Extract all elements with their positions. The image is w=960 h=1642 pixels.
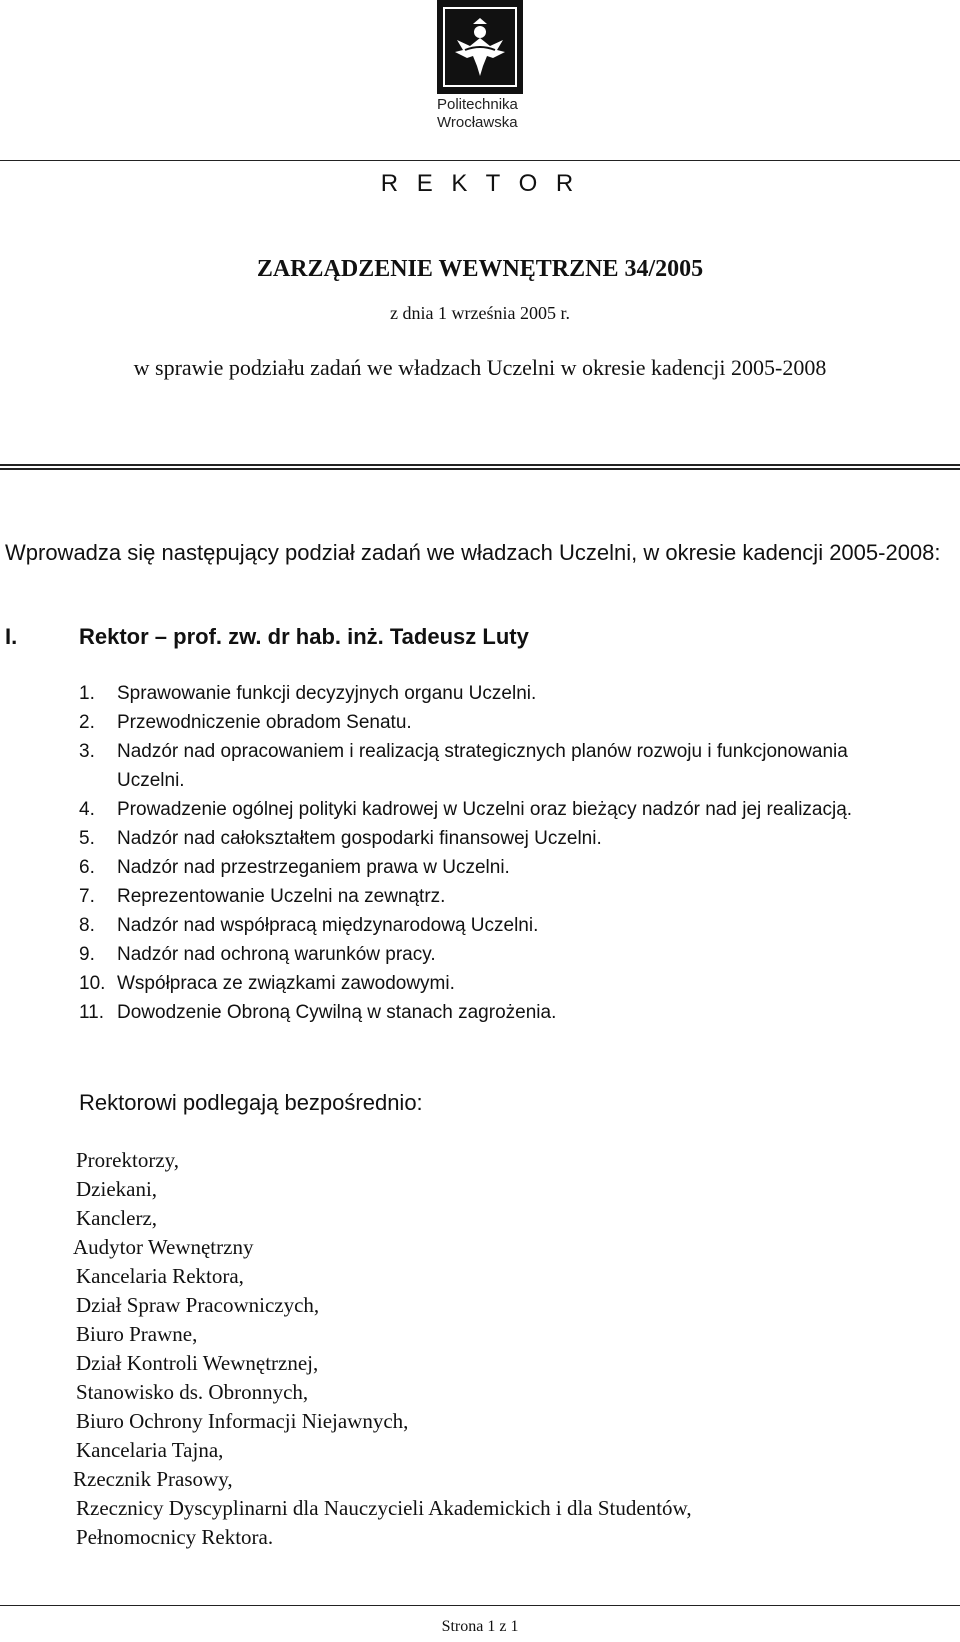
list-item: Audytor Wewnętrzny [73,1235,254,1259]
section-heading [5,624,905,650]
item-text: Nadzór nad przestrzeganiem prawa w Uczelni. [117,857,510,878]
list-item [79,998,859,1027]
list-item [79,940,859,969]
double-divider [0,464,960,470]
list-item [79,824,859,853]
list-item: Kancelaria Tajna, [76,1438,224,1462]
item-number: 11. [79,1002,105,1023]
list-item: Stanowisko ds. Obronnych, [76,1380,309,1404]
item-number: 7. [79,886,95,907]
subordinates-label: Rektorowi podlegają bezpośrednio: [79,1090,423,1115]
item-text: Nadzór nad ochroną warunków pracy. [117,944,436,965]
intro-paragraph: Wprowadza się następujący podział zadań we władzach Uczelni, w okresie kadencji 2005-2008: [5,540,941,565]
item-number: 5. [79,828,95,849]
top-divider [0,160,960,161]
list-item [79,737,859,795]
item-number: 4. [79,799,95,820]
list-item: Pełnomocnicy Rektora. [76,1525,274,1549]
item-number: 9. [79,944,95,965]
list-item: Dział Kontroli Wewnętrznej, [76,1351,319,1375]
document-title: ZARZĄDZENIE WEWNĘTRZNE 34/2005 [256,256,704,282]
item-text: Dowodzenie Obroną Cywilną w stanach zagrożenia. [117,1002,557,1023]
item-number: 3. [79,741,95,762]
list-item: Rzecznicy Dyscyplinarni dla Nauczycieli Akademickich i dla Studentów, [76,1496,692,1520]
page-number: Strona 1 z 1 [441,1618,519,1635]
item-text: Nadzór nad współpracą międzynarodową Uczelni. [117,915,539,936]
subordinates-list [73,1146,692,1552]
list-item [79,679,859,708]
section-title: Rektor – prof. zw. dr hab. inż. Tadeusz Luty [79,624,529,649]
duties-list [79,679,859,1027]
list-item [79,853,859,882]
document-date: z dnia 1 września 2005 r. [390,303,570,323]
list-item: Dziekani, [76,1177,158,1201]
university-name [437,96,547,132]
list-item: Kancelaria Rektora, [76,1264,244,1288]
list-item [79,969,859,998]
list-item: Kanclerz, [76,1206,158,1230]
list-item [79,795,859,824]
list-item: Rzecznik Prasowy, [73,1467,233,1491]
item-text: Reprezentowanie Uczelni na zewnątrz. [117,886,446,907]
item-number: 10. [79,973,106,994]
list-item [79,911,859,940]
list-item: Biuro Ochrony Informacji Niejawnych, [76,1409,409,1433]
item-number: 8. [79,915,95,936]
item-text: Współpraca ze związkami zawodowymi. [117,973,455,994]
bottom-divider [0,1605,960,1606]
item-number: 1. [79,683,95,704]
office-heading: R E K T O R [380,170,580,197]
list-item [79,882,859,911]
section-number: I. [5,624,18,649]
item-text: Prowadzenie ogólnej polityki kadrowej w Uczelni oraz bieżący nadzór nad jej realizacją. [117,799,853,820]
university-logo [437,0,523,94]
document-subject: w sprawie podziału zadań we władzach Uczelni w okresie kadencji 2005-2008 [133,355,827,380]
list-item: Dział Spraw Pracowniczych, [76,1293,320,1317]
list-item [79,708,859,737]
item-text: Przewodniczenie obradom Senatu. [117,712,412,733]
list-item: Prorektorzy, [76,1148,180,1172]
list-item: Biuro Prawne, [76,1322,198,1346]
item-text: Nadzór nad opracowaniem i realizacją strategicznych planów rozwoju i funkcjonowania Uczelni. [117,741,848,791]
item-number: 6. [79,857,95,878]
logo-line-2: Wrocławska [437,114,518,131]
logo-line-1: Politechnika [437,96,518,113]
item-number: 2. [79,712,95,733]
item-text: Sprawowanie funkcji decyzyjnych organu Uczelni. [117,683,537,704]
item-text: Nadzór nad całokształtem gospodarki finansowej Uczelni. [117,828,602,849]
